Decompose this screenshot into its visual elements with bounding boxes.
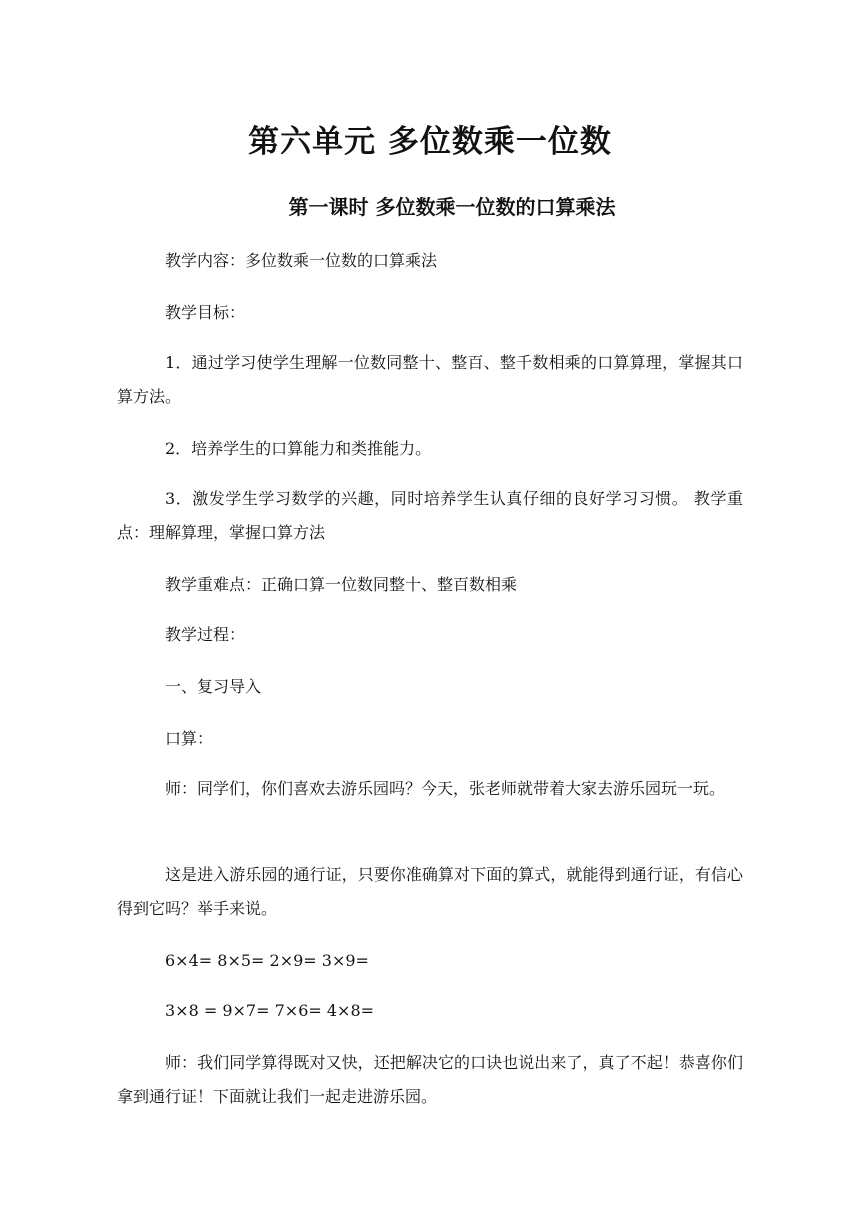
teaching-goals-heading: 教学目标： — [165, 303, 246, 322]
goal-item-2: 2．培养学生的口算能力和类推能力。 — [165, 439, 432, 458]
document-title: 第六单元 多位数乘一位数 — [248, 124, 612, 160]
teacher-speech-2: 师：我们同学算得既对又快，还把解决它的口诀也说出来了，真了不起！恭喜你们拿到通行证！下面就让我们一起走进游乐园。 — [117, 1053, 743, 1106]
lesson-subtitle: 第一课时 多位数乘一位数的口算乘法 — [288, 195, 616, 219]
expression-row-2: 3×8 = 9×7= 7×6= 4×8= — [165, 1001, 375, 1020]
key-difficulty: 教学重难点：正确口算一位数同整十、整百数相乘 — [165, 575, 518, 594]
pass-instruction: 这是进入游乐园的通行证，只要你准确算对下面的算式，就能得到通行证，有信心得到它吗？举手来说。 — [117, 865, 743, 918]
section-review-intro: 一、复习导入 — [165, 677, 262, 696]
teaching-process-heading: 教学过程： — [165, 625, 246, 644]
teaching-content: 教学内容：多位数乘一位数的口算乘法 — [165, 251, 438, 270]
expression-row-1: 6×4= 8×5= 2×9= 3×9= — [165, 951, 369, 970]
teacher-speech-1: 师：同学们，你们喜欢去游乐园吗？今天，张老师就带着大家去游乐园玩一玩。 — [165, 779, 726, 798]
goal-item-1: 1．通过学习使学生理解一位数同整十、整百、整千数相乘的口算算理，掌握其口算方法。 — [117, 353, 743, 406]
goal-item-3: 3．激发学生学习数学的兴趣，同时培养学生认真仔细的良好学习习惯。 教学重点：理解算理，掌握口算方法 — [117, 489, 743, 542]
oral-calc-label: 口算： — [165, 729, 214, 748]
